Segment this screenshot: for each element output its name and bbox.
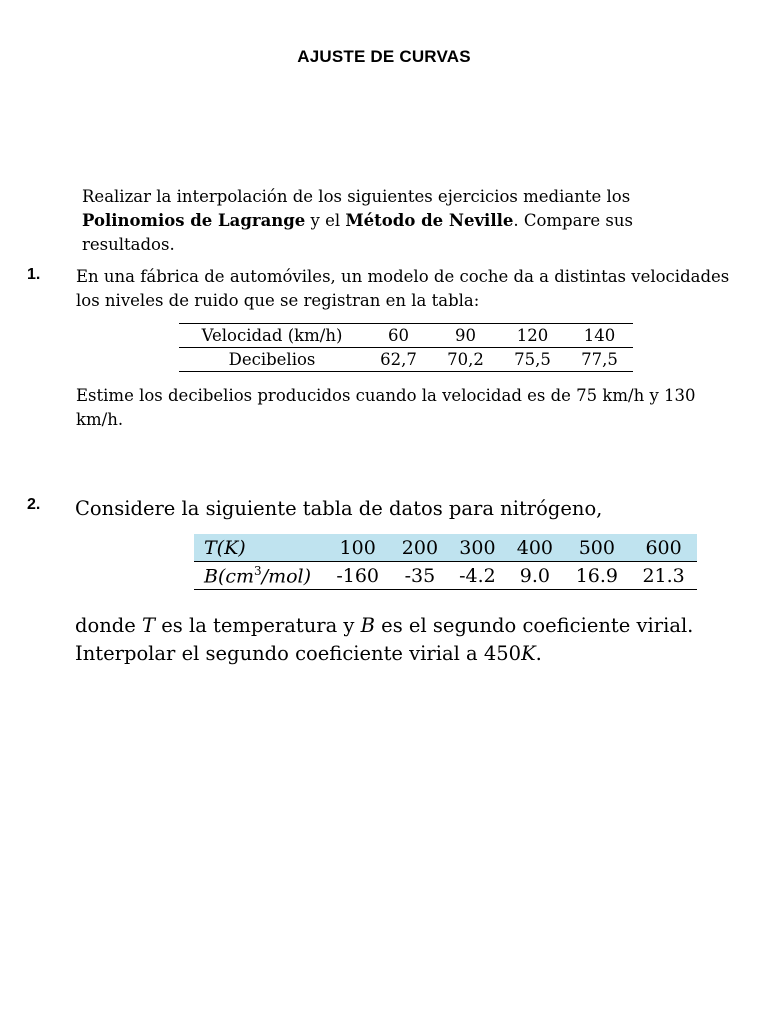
- virial-label-suffix: /mol): [261, 565, 312, 588]
- page-title: AJUSTE DE CURVAS: [297, 47, 471, 66]
- exercise-2-text: Considere la siguiente tabla de datos para nitrógeno,: [75, 497, 603, 520]
- intro-bold-neville: Método de Neville: [345, 211, 514, 230]
- note-text-4: Interpolar el segundo coeficiente virial a 450: [75, 642, 522, 665]
- exercise-1-number: 1.: [27, 266, 41, 283]
- table-cell: 16.9: [563, 562, 630, 590]
- exercise-2-note: [75, 612, 755, 668]
- table-cell: -4.2: [449, 562, 507, 590]
- row-label-decibelios: Decibelios: [179, 348, 365, 372]
- row-label-velocidad: Velocidad (km/h): [179, 324, 365, 348]
- note-text-5: .: [535, 642, 542, 665]
- virial-label-prefix: B(cm: [204, 565, 255, 588]
- intro-text-3: . Compare sus resultados.: [82, 211, 633, 254]
- table-row: [179, 324, 633, 348]
- table-cell: -35: [391, 562, 448, 590]
- row-label-temperature: T(K): [194, 534, 324, 562]
- table-cell: 120: [499, 324, 566, 348]
- table-row: [194, 534, 697, 562]
- table-cell: 60: [365, 324, 432, 348]
- table-cell: 62,7: [365, 348, 432, 372]
- table-cell: 70,2: [432, 348, 499, 372]
- table-cell: 100: [324, 534, 391, 562]
- table-cell: 300: [449, 534, 507, 562]
- virial-label-exponent: 3: [254, 563, 262, 578]
- intro-paragraph: [82, 185, 722, 257]
- table-cell: 90: [432, 324, 499, 348]
- table-cell: 9.0: [506, 562, 563, 590]
- intro-text-1: Realizar la interpolación de los siguientes ejercicios mediante los: [82, 187, 631, 206]
- note-var-b: B: [360, 614, 375, 637]
- exercise-2-number: 2.: [27, 496, 41, 513]
- table-cell: 75,5: [499, 348, 566, 372]
- noise-table: [179, 323, 633, 372]
- note-var-t: T: [142, 614, 156, 637]
- row-label-virial: [194, 562, 324, 590]
- table-cell: 400: [506, 534, 563, 562]
- note-text-2: es la temperatura y: [155, 614, 361, 637]
- table-cell: 77,5: [566, 348, 633, 372]
- table-cell: 500: [563, 534, 630, 562]
- table-cell: 200: [391, 534, 448, 562]
- intro-text-2: y el: [305, 211, 346, 230]
- note-unit-k: K: [521, 642, 536, 665]
- intro-bold-lagrange: Polinomios de Lagrange: [82, 211, 306, 230]
- exercise-1-question: Estime los decibelios producidos cuando la velocidad es de 75 km/h y 130 km/h.: [76, 386, 696, 429]
- table-cell: 140: [566, 324, 633, 348]
- nitrogen-table: [194, 534, 697, 590]
- table-cell: -160: [324, 562, 391, 590]
- note-text-1: donde: [75, 614, 143, 637]
- table-cell: 600: [630, 534, 697, 562]
- note-text-3: es el segundo coeficiente virial.: [374, 614, 694, 637]
- table-cell: 21.3: [630, 562, 697, 590]
- table-row: [179, 348, 633, 372]
- exercise-1-text: En una fábrica de automóviles, un modelo de coche da a distintas velocidades los niveles de ruido que se registran en la tabla:: [76, 267, 730, 310]
- table-row: [194, 562, 697, 590]
